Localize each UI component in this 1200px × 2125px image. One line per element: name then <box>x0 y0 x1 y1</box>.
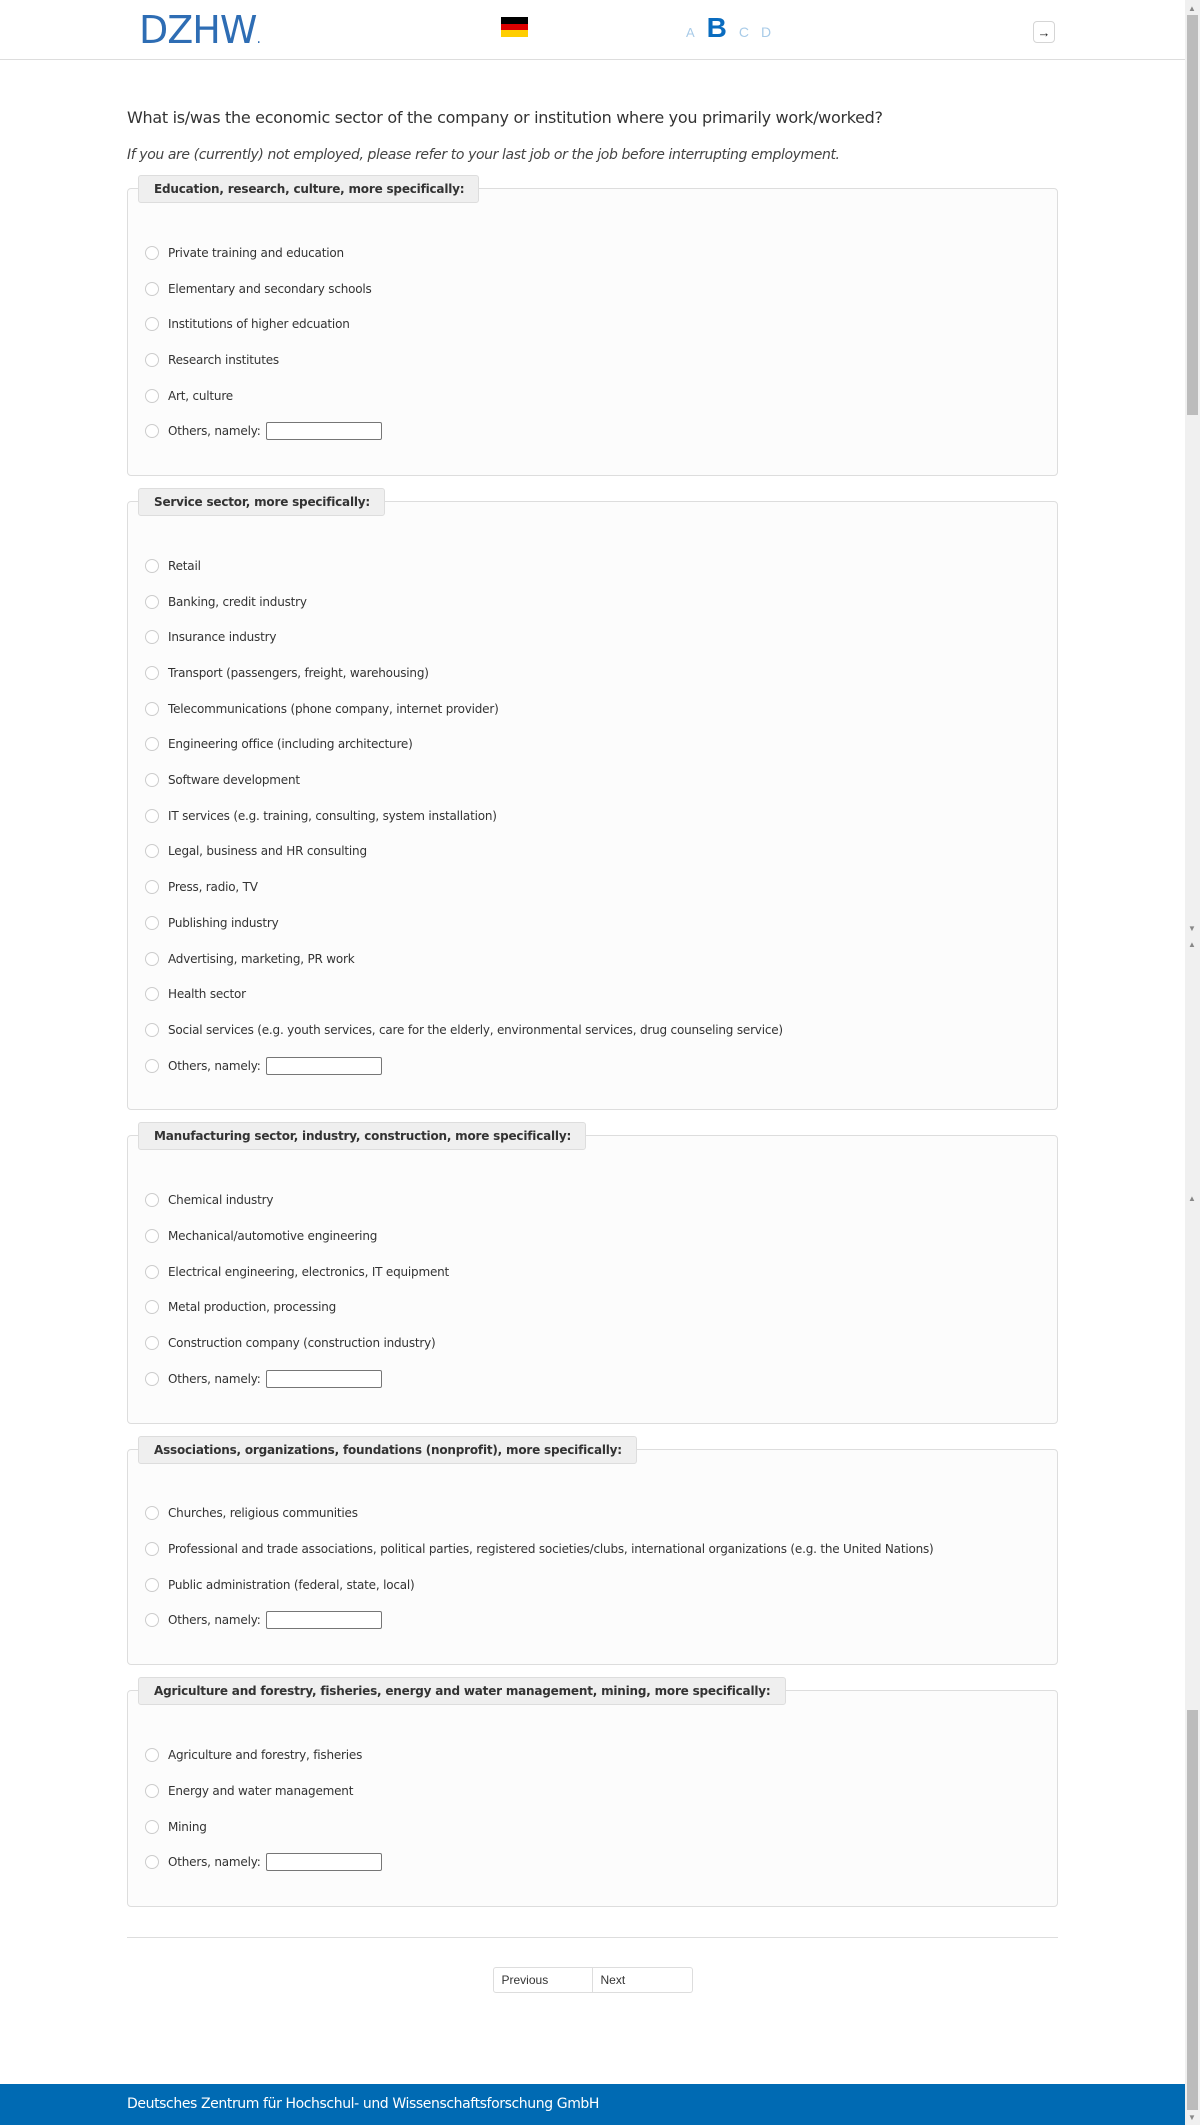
options-list <box>128 502 1057 1109</box>
pager <box>127 1967 1058 1993</box>
radio-option[interactable] <box>145 1325 1057 1361</box>
font-size-a[interactable]: A <box>686 25 695 40</box>
flag-stripe-black <box>501 17 528 24</box>
other-label: Others, namely: <box>168 1058 261 1073</box>
logo-text: DZHW <box>139 8 257 52</box>
other-text-input[interactable] <box>266 1370 382 1388</box>
radio-button[interactable] <box>145 559 159 573</box>
radio-button[interactable] <box>145 1542 159 1556</box>
radio-option-label: Research institutes <box>168 352 279 367</box>
radio-button[interactable] <box>145 844 159 858</box>
radio-button[interactable] <box>145 1059 159 1073</box>
option-group <box>127 495 1058 1110</box>
exit-button[interactable] <box>1033 21 1055 43</box>
font-size-switcher <box>686 12 783 44</box>
scroll-up-icon[interactable]: ▲ <box>1188 4 1196 13</box>
divider <box>127 1937 1058 1938</box>
other-text-input[interactable] <box>266 1611 382 1629</box>
radio-button[interactable] <box>145 630 159 644</box>
radio-option[interactable] <box>145 1737 1057 1773</box>
radio-option[interactable] <box>145 1496 1057 1532</box>
radio-option-label: Retail <box>168 558 201 573</box>
option-groups <box>127 182 1058 1907</box>
font-size-b[interactable]: B <box>706 12 727 43</box>
other-text-input[interactable] <box>266 1057 382 1075</box>
radio-button[interactable] <box>145 702 159 716</box>
radio-button[interactable] <box>145 1578 159 1592</box>
radio-option-label: Private training and education <box>168 245 344 260</box>
radio-option-label: Art, culture <box>168 388 233 403</box>
option-group <box>127 182 1058 476</box>
header <box>0 0 1185 60</box>
radio-option-other[interactable] <box>145 1048 1057 1084</box>
radio-option[interactable] <box>145 1809 1057 1845</box>
radio-option-label: Health sector <box>168 987 246 1002</box>
group-legend: Agriculture and forestry, fisheries, energy and water management, mining, more specifically: <box>138 1677 786 1705</box>
radio-button[interactable] <box>145 1023 159 1037</box>
group-legend: Associations, organizations, foundations (nonprofit), more specifically: <box>138 1436 637 1464</box>
font-size-c[interactable]: C <box>738 24 750 40</box>
radio-option-label: Legal, business and HR consulting <box>168 844 367 859</box>
radio-option-label: Software development <box>168 773 300 788</box>
radio-option-other[interactable] <box>145 1361 1057 1397</box>
radio-button[interactable] <box>145 1372 159 1386</box>
radio-option-label: Publishing industry <box>168 915 279 930</box>
radio-option[interactable] <box>145 1773 1057 1809</box>
other-label: Others, namely: <box>168 424 261 439</box>
radio-option[interactable] <box>145 798 1057 834</box>
radio-button[interactable] <box>145 1748 159 1762</box>
radio-button[interactable] <box>145 317 159 331</box>
radio-button[interactable] <box>145 1193 159 1207</box>
scroll-down-icon[interactable]: ▼ <box>1188 2113 1196 2122</box>
radio-option[interactable] <box>145 620 1057 656</box>
scroll-down-icon[interactable]: ▼ <box>1188 924 1196 933</box>
option-group <box>127 1442 1058 1666</box>
radio-button[interactable] <box>145 1300 159 1314</box>
radio-button[interactable] <box>145 246 159 260</box>
radio-option-label: Insurance industry <box>168 630 277 645</box>
radio-option[interactable] <box>145 306 1057 342</box>
radio-option-other[interactable] <box>145 413 1057 449</box>
other-label: Others, namely: <box>168 1613 261 1628</box>
radio-option-label: Agriculture and forestry, fisheries <box>168 1748 363 1763</box>
radio-option-label: IT services (e.g. training, consulting, system installation) <box>168 808 497 823</box>
radio-option-other[interactable] <box>145 1603 1057 1639</box>
radio-option-label: Institutions of higher edcuation <box>168 317 350 332</box>
radio-option[interactable] <box>145 941 1057 977</box>
radio-button[interactable] <box>145 952 159 966</box>
logo-dot: . <box>256 31 260 47</box>
radio-button[interactable] <box>145 809 159 823</box>
radio-option[interactable] <box>145 342 1057 378</box>
next-button[interactable]: Next <box>593 1967 693 1993</box>
other-label: Others, namely: <box>168 1371 261 1386</box>
radio-option[interactable] <box>145 905 1057 941</box>
radio-option-label: Public administration (federal, state, local) <box>168 1577 415 1592</box>
radio-option[interactable] <box>145 762 1057 798</box>
radio-button[interactable] <box>145 1855 159 1869</box>
radio-button[interactable] <box>145 880 159 894</box>
radio-button[interactable] <box>145 1229 159 1243</box>
radio-option[interactable] <box>145 1531 1057 1567</box>
radio-button[interactable] <box>145 1506 159 1520</box>
question-hint: If you are (currently) not employed, please refer to your last job or the job before interrupting employment. <box>127 147 840 163</box>
main-content <box>127 60 1058 1993</box>
radio-option-label: Energy and water management <box>168 1783 354 1798</box>
other-text-input[interactable] <box>266 1853 382 1871</box>
options-list <box>128 1691 1057 1906</box>
footer-text: Deutsches Zentrum für Hochschul- und Wissenschaftsforschung GmbH <box>127 2096 600 2112</box>
radio-option-label: Engineering office (including architecture) <box>168 737 413 752</box>
radio-option[interactable] <box>145 976 1057 1012</box>
radio-option[interactable] <box>145 1182 1057 1218</box>
options-list <box>128 189 1057 475</box>
radio-option-label: Press, radio, TV <box>168 880 258 895</box>
question-title: What is/was the economic sector of the company or institution where you primarily work/worked? <box>127 108 883 127</box>
radio-button[interactable] <box>145 1820 159 1834</box>
options-list <box>128 1136 1057 1422</box>
radio-option[interactable] <box>145 271 1057 307</box>
scrollbar-thumb[interactable] <box>1187 1710 1198 2110</box>
option-group <box>127 1684 1058 1907</box>
radio-option[interactable] <box>145 1567 1057 1603</box>
vertical-scrollbar[interactable] <box>1185 0 1200 2125</box>
radio-option-other[interactable] <box>145 1844 1057 1880</box>
radio-option[interactable] <box>145 655 1057 691</box>
radio-option[interactable] <box>145 1218 1057 1254</box>
radio-option[interactable] <box>145 691 1057 727</box>
radio-option[interactable] <box>145 834 1057 870</box>
radio-option[interactable] <box>145 869 1057 905</box>
radio-button[interactable] <box>145 773 159 787</box>
radio-option-label: Metal production, processing <box>168 1300 337 1315</box>
radio-button[interactable] <box>145 666 159 680</box>
radio-option[interactable] <box>145 584 1057 620</box>
radio-option-label: Electrical engineering, electronics, IT equipment <box>168 1264 450 1279</box>
radio-option[interactable] <box>145 235 1057 271</box>
group-legend: Manufacturing sector, industry, construction, more specifically: <box>138 1122 586 1150</box>
group-legend: Education, research, culture, more specifically: <box>138 175 479 203</box>
group-legend: Service sector, more specifically: <box>138 488 385 516</box>
radio-option[interactable] <box>145 727 1057 763</box>
flag-stripe-gold <box>501 30 528 37</box>
radio-option-label: Professional and trade associations, political parties, registered societies/clubs, international organizations (e.g. the United Nations) <box>168 1542 934 1557</box>
font-size-d[interactable]: D <box>761 24 772 40</box>
radio-option-label: Telecommunications (phone company, internet provider) <box>168 701 499 716</box>
options-list <box>128 1450 1057 1665</box>
radio-button[interactable] <box>145 353 159 367</box>
radio-button[interactable] <box>145 1336 159 1350</box>
radio-option-label: Banking, credit industry <box>168 594 307 609</box>
radio-button[interactable] <box>145 595 159 609</box>
radio-button[interactable] <box>145 1613 159 1627</box>
radio-button[interactable] <box>145 282 159 296</box>
radio-option-label: Advertising, marketing, PR work <box>168 951 355 966</box>
radio-button[interactable] <box>145 987 159 1001</box>
scrollbar-thumb[interactable] <box>1187 15 1198 415</box>
radio-button[interactable] <box>145 389 159 403</box>
radio-option[interactable] <box>145 548 1057 584</box>
exit-arrow-icon: → <box>1037 24 1051 40</box>
radio-option-label: Elementary and secondary schools <box>168 281 372 296</box>
footer <box>0 2084 1185 2125</box>
radio-option-label: Mining <box>168 1819 207 1834</box>
german-flag-icon[interactable] <box>501 17 528 37</box>
radio-option-label: Mechanical/automotive engineering <box>168 1228 378 1243</box>
dzhw-logo[interactable] <box>139 8 260 61</box>
radio-option-label: Transport (passengers, freight, warehousing) <box>168 666 429 681</box>
radio-button[interactable] <box>145 1784 159 1798</box>
radio-button[interactable] <box>145 916 159 930</box>
radio-option-label: Chemical industry <box>168 1193 274 1208</box>
radio-button[interactable] <box>145 1265 159 1279</box>
other-text-input[interactable] <box>266 422 382 440</box>
radio-option[interactable] <box>145 1290 1057 1326</box>
other-label: Others, namely: <box>168 1855 261 1870</box>
radio-button[interactable] <box>145 424 159 438</box>
scroll-up-icon[interactable]: ▲ <box>1188 940 1196 949</box>
radio-option-label: Social services (e.g. youth services, care for the elderly, environmental services, drug counseling service) <box>168 1022 783 1037</box>
radio-option-label: Construction company (construction industry) <box>168 1336 436 1351</box>
scroll-up-icon[interactable]: ▲ <box>1188 1194 1196 1203</box>
option-group <box>127 1129 1058 1423</box>
radio-option[interactable] <box>145 1012 1057 1048</box>
radio-button[interactable] <box>145 737 159 751</box>
previous-button[interactable]: Previous <box>493 1967 593 1993</box>
flag-stripe-red <box>501 24 528 31</box>
radio-option-label: Churches, religious communities <box>168 1506 358 1521</box>
radio-option[interactable] <box>145 1254 1057 1290</box>
radio-option[interactable] <box>145 378 1057 414</box>
